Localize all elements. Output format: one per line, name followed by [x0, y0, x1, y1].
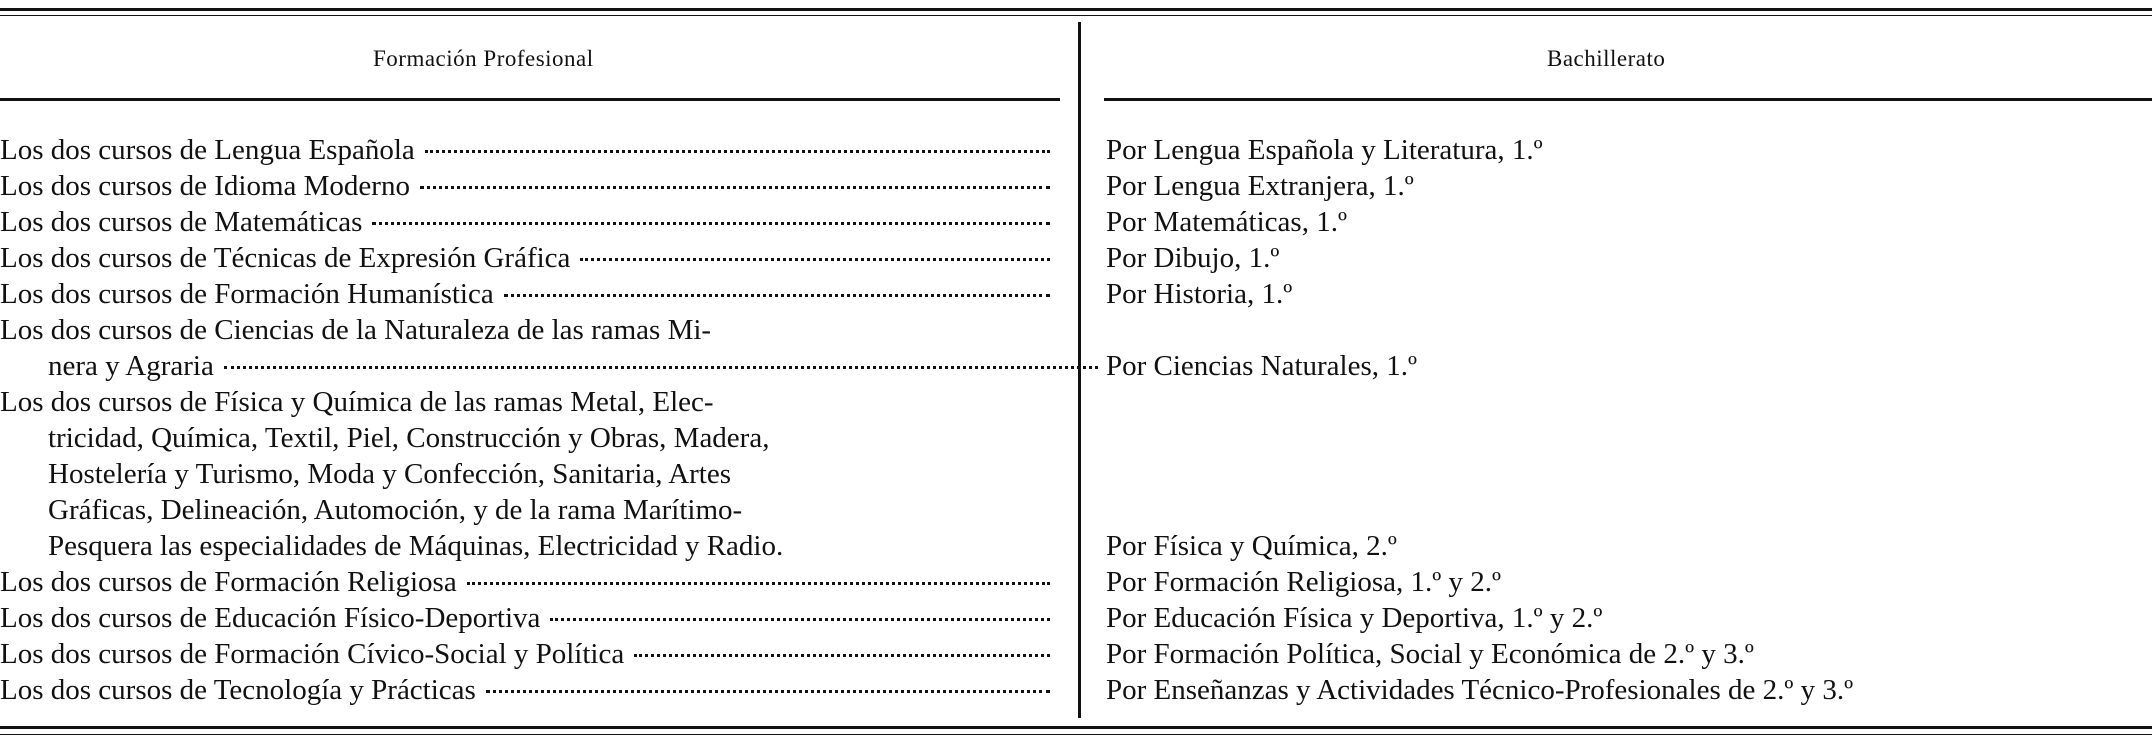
formacion-row-text: Los dos cursos de Matemáticas — [0, 206, 363, 238]
bachillerato-row — [1106, 492, 2152, 528]
formacion-row-text: Los dos cursos de Formación Religiosa — [0, 566, 457, 598]
dot-leader — [504, 294, 1050, 297]
bachillerato-row: Por Enseñanzas y Actividades Técnico-Profesionales de 2.º y 3.º — [1106, 674, 1854, 706]
formacion-row — [0, 312, 1060, 348]
formacion-row — [0, 456, 1060, 492]
bachillerato-column — [1106, 132, 2152, 708]
formacion-row — [0, 384, 1060, 420]
bachillerato-row: Por Dibujo, 1.º — [1106, 242, 1280, 274]
formacion-row-text: Los dos cursos de Idioma Moderno — [0, 170, 410, 202]
dot-leader — [580, 258, 1050, 261]
dot-leader — [420, 186, 1050, 189]
formacion-row-text: Los dos cursos de Tecnología y Prácticas — [0, 674, 476, 706]
bachillerato-row — [1106, 384, 2152, 420]
dot-leader — [486, 690, 1050, 693]
bachillerato-row: Por Formación Política, Social y Económica de 2.º y 3.º — [1106, 638, 1754, 670]
bachillerato-row: Por Matemáticas, 1.º — [1106, 206, 1347, 238]
formacion-row — [0, 276, 1050, 312]
header-rule-left — [0, 98, 1060, 101]
header-rule-right — [1104, 98, 2152, 101]
formacion-row-text: Los dos cursos de Técnicas de Expresión Gráfica — [0, 242, 571, 274]
formacion-row-text: Hostelería y Turismo, Moda y Confección, Sanitaria, Artes — [48, 458, 732, 490]
formacion-row-text: Pesquera las especialidades de Máquinas, Electricidad y Radio. — [48, 530, 784, 562]
formacion-profesional-column — [0, 132, 1060, 708]
top-rule-thick — [0, 8, 2152, 11]
header-formacion-profesional: Formación Profesional — [373, 46, 594, 71]
formacion-row-text: Gráficas, Delineación, Automoción, y de la rama Marítimo- — [48, 494, 743, 526]
formacion-row — [0, 672, 1050, 708]
dot-leader — [467, 582, 1050, 585]
formacion-row-text: Los dos cursos de Lengua Española — [0, 134, 415, 166]
bachillerato-row: Por Ciencias Naturales, 1.º — [1106, 350, 1417, 382]
formacion-row-text: Los dos cursos de Educación Físico-Deportiva — [0, 602, 541, 634]
formacion-row — [0, 348, 1098, 384]
formacion-row — [0, 132, 1050, 168]
top-rule-thin — [0, 15, 2152, 16]
formacion-row-text: nera y Agraria — [48, 350, 214, 382]
header-bachillerato: Bachillerato — [1547, 46, 1666, 71]
formacion-row-text: Los dos cursos de Formación Humanística — [0, 278, 494, 310]
formacion-row — [0, 240, 1050, 276]
dot-leader — [550, 618, 1050, 621]
formacion-row-text: Los dos cursos de Física y Química de las ramas Metal, Elec- — [0, 386, 714, 418]
formacion-row — [0, 168, 1050, 204]
formacion-row — [0, 600, 1050, 636]
dot-leader — [224, 366, 1098, 369]
bottom-rule-thin — [0, 734, 2152, 735]
bachillerato-row: Por Lengua Extranjera, 1.º — [1106, 170, 1414, 202]
formacion-row-text: tricidad, Química, Textil, Piel, Construcción y Obras, Madera, — [48, 422, 770, 454]
dot-leader — [372, 222, 1050, 225]
bachillerato-row — [1106, 420, 2152, 456]
dot-leader — [425, 150, 1050, 153]
bachillerato-row: Por Historia, 1.º — [1106, 278, 1293, 310]
bachillerato-row — [1106, 312, 2152, 348]
formacion-row-text: Los dos cursos de Ciencias de la Naturaleza de las ramas Mi- — [0, 314, 712, 346]
formacion-row — [0, 492, 1060, 528]
bachillerato-row: Por Formación Religiosa, 1.º y 2.º — [1106, 566, 1501, 598]
formacion-row — [0, 420, 1060, 456]
dot-leader — [634, 654, 1050, 657]
formacion-row — [0, 528, 1060, 564]
formacion-row-text: Los dos cursos de Formación Cívico-Social y Política — [0, 638, 625, 670]
bottom-rule-thick — [0, 726, 2152, 729]
formacion-row — [0, 204, 1050, 240]
formacion-row — [0, 564, 1050, 600]
formacion-row — [0, 636, 1050, 672]
bachillerato-row — [1106, 456, 2152, 492]
bachillerato-row: Por Lengua Española y Literatura, 1.º — [1106, 134, 1543, 166]
bachillerato-row: Por Física y Química, 2.º — [1106, 530, 1397, 562]
bachillerato-row: Por Educación Física y Deportiva, 1.º y 2.º — [1106, 602, 1603, 634]
